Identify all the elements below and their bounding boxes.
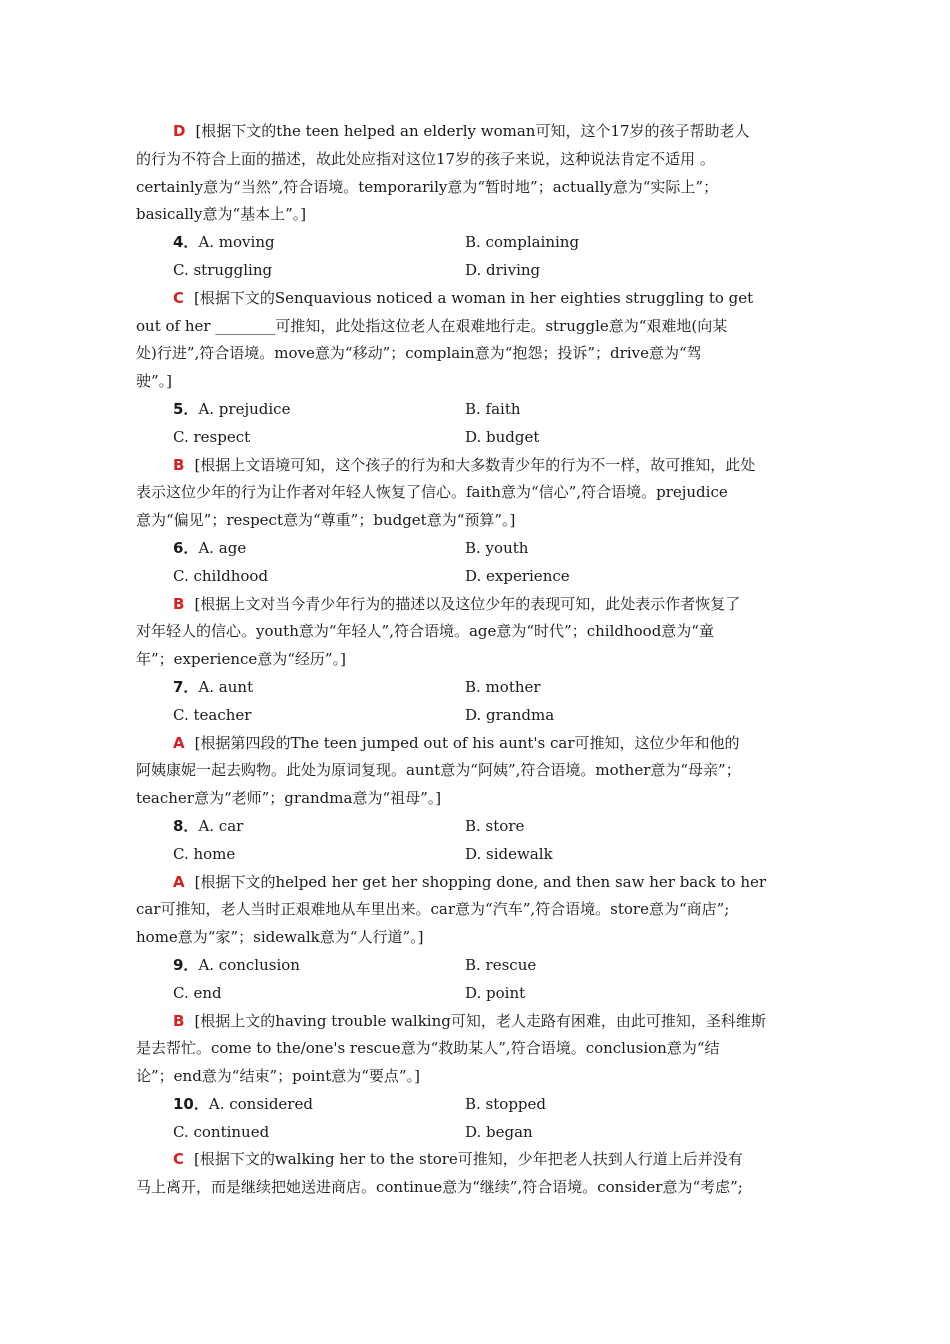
option-row xyxy=(136,813,816,841)
explanation-text: 的行为不符合上面的描述，故此处应指对这位17岁的孩子来说，这种说法肯定不适用 。 xyxy=(136,149,715,168)
option-d: D. point xyxy=(465,983,526,1002)
explanation-line xyxy=(136,1008,816,1036)
question-number: 4． xyxy=(173,233,199,252)
explanation-line xyxy=(136,591,816,619)
option-d: D. budget xyxy=(465,427,540,446)
option-b: B. youth xyxy=(465,538,529,557)
option-b: B. stopped xyxy=(465,1094,546,1113)
explanation-text: [根据上文语境可知，这个孩子的行为和大多数青少年的行为不一样，故可推知，此处 xyxy=(194,455,756,474)
option-b: B. rescue xyxy=(465,955,537,974)
option-c: C. respect xyxy=(173,427,251,446)
explanation-text: certainly意为“当然”,符合语境。temporarily意为“暂时地”；actually意为“实际上”； xyxy=(136,177,719,196)
option-row xyxy=(136,841,816,869)
option-c: C. home xyxy=(173,844,236,863)
answer-letter: A xyxy=(173,872,185,891)
answer-letter: B xyxy=(173,455,185,474)
explanation-line xyxy=(136,146,816,174)
explanation-line xyxy=(136,479,816,507)
option-row xyxy=(136,702,816,730)
option-d: D. sidewalk xyxy=(465,844,553,863)
question-number: 10． xyxy=(173,1094,209,1113)
option-d: D. experience xyxy=(465,566,570,585)
option-a-text: A. moving xyxy=(198,233,275,252)
question-number: 9． xyxy=(173,955,199,974)
explanation-text: 是去帮忙。come to the/one's rescue意为“救助某人”,符合语境。conclusion意为“结 xyxy=(136,1039,720,1058)
explanation-text: 论”；end意为“结束”；point意为“要点”。] xyxy=(136,1067,420,1086)
option-b: B. mother xyxy=(465,677,541,696)
option-row xyxy=(136,257,816,285)
option-a xyxy=(173,229,465,257)
option-c: C. teacher xyxy=(173,705,252,724)
option-a-text: A. age xyxy=(198,538,247,557)
explanation-text: [根据下文的the teen helped an elderly woman可知，这个17岁的孩子帮助老人 xyxy=(195,122,750,140)
explanation-line xyxy=(136,1174,816,1202)
explanation-text: [根据下文的helped her get her shopping done, and then saw her back to her xyxy=(194,872,767,891)
option-d: D. grandma xyxy=(465,705,555,724)
answer-letter: C xyxy=(173,1150,185,1169)
explanation-text: 表示这位少年的行为让作者对年轻人恢复了信心。faith意为“信心”,符合语境。prejudice xyxy=(136,483,728,502)
explanation-text: 年”；experience意为“经历”。] xyxy=(136,650,346,669)
answer-letter: A xyxy=(173,733,185,752)
question-number: 7． xyxy=(173,677,199,696)
explanation-text: teacher意为“老师”；grandma意为“祖母”。] xyxy=(136,789,442,808)
option-a xyxy=(173,813,465,841)
explanation-line xyxy=(136,869,816,897)
explanation-text: 驶”。] xyxy=(136,372,173,391)
explanation-text: [根据下文的Senquavious noticed a woman in her eighties struggling to get xyxy=(194,288,754,307)
answer-letter: D xyxy=(173,122,186,140)
explanation-text: basically意为“基本上”。] xyxy=(136,205,307,224)
explanation-text: [根据下文的walking her to the store可推知，少年把老人扶到人行道上后并没有 xyxy=(194,1150,743,1169)
explanation-text: home意为“家”；sidewalk意为“人行道”。] xyxy=(136,928,424,947)
option-c: C. end xyxy=(173,983,222,1002)
explanation-line xyxy=(136,313,816,341)
explanation-text: [根据上文对当今青少年行为的描述以及这位少年的表现可知，此处表示作者恢复了 xyxy=(194,594,741,613)
option-row xyxy=(136,563,816,591)
option-row xyxy=(136,952,816,980)
explanation-line xyxy=(136,896,816,924)
option-b: B. store xyxy=(465,816,525,835)
option-row xyxy=(136,674,816,702)
option-b: B. complaining xyxy=(465,233,580,252)
option-a-text: A. conclusion xyxy=(198,955,300,974)
answer-letter: B xyxy=(173,594,185,613)
option-row xyxy=(136,396,816,424)
explanation-text: out of her ________可推知，此处指这位老人在艰难地行走。struggle意为“艰难地(向某 xyxy=(136,316,728,335)
option-a xyxy=(173,535,465,563)
explanation-text: [根据上文的having trouble walking可知，老人走路有困难，由此可推知，圣科维斯 xyxy=(194,1011,766,1030)
explanation-line xyxy=(136,118,816,146)
option-row xyxy=(136,535,816,563)
explanation-line xyxy=(136,1035,816,1063)
explanation-line xyxy=(136,757,816,785)
option-row xyxy=(136,1091,816,1119)
explanation-line xyxy=(136,646,816,674)
explanation-text: 意为“偏见”；respect意为“尊重”；budget意为“预算”。] xyxy=(136,511,516,530)
option-a-text: A. aunt xyxy=(198,677,254,696)
explanation-line xyxy=(136,785,816,813)
explanation-line xyxy=(136,368,816,396)
explanation-line xyxy=(136,201,816,229)
option-c: C. continued xyxy=(173,1122,270,1141)
question-number: 5． xyxy=(173,399,199,418)
option-a-text: A. considered xyxy=(208,1094,313,1113)
explanation-line xyxy=(136,340,816,368)
option-c: C. struggling xyxy=(173,260,273,279)
explanation-line xyxy=(136,285,816,313)
explanation-text: 阿姨康妮一起去购物。此处为原词复现。aunt意为“阿姨”,符合语境。mother意为“母亲”； xyxy=(136,761,741,780)
explanation-line xyxy=(136,452,816,480)
question-number: 8． xyxy=(173,816,199,835)
option-row xyxy=(136,1119,816,1147)
option-row xyxy=(136,980,816,1008)
option-a xyxy=(173,1091,465,1119)
option-row xyxy=(136,229,816,257)
question-number: 6． xyxy=(173,538,199,557)
option-row xyxy=(136,424,816,452)
answer-letter: C xyxy=(173,288,185,307)
explanation-line xyxy=(136,174,816,202)
option-d: D. driving xyxy=(465,260,541,279)
document-page xyxy=(136,118,816,1202)
option-a-text: A. car xyxy=(198,816,244,835)
option-a xyxy=(173,674,465,702)
explanation-text: car可推知，老人当时正艰难地从车里出来。car意为“汽车”,符合语境。store意为“商店”; xyxy=(136,900,730,919)
option-a xyxy=(173,396,465,424)
explanation-line xyxy=(136,730,816,758)
explanation-text: 对年轻人的信心。youth意为“年轻人”,符合语境。age意为“时代”；childhood意为“童 xyxy=(136,622,714,641)
explanation-line xyxy=(136,1146,816,1174)
explanation-line xyxy=(136,924,816,952)
explanation-line xyxy=(136,507,816,535)
explanation-line xyxy=(136,1063,816,1091)
explanation-text: [根据第四段的The teen jumped out of his aunt's car可推知，这位少年和他的 xyxy=(194,733,740,752)
option-a xyxy=(173,952,465,980)
option-d: D. began xyxy=(465,1122,533,1141)
answer-letter: B xyxy=(173,1011,185,1030)
explanation-text: 马上离开，而是继续把她送进商店。continue意为“继续”,符合语境。consider意为“考虑”; xyxy=(136,1178,743,1197)
option-b: B. faith xyxy=(465,399,521,418)
option-a-text: A. prejudice xyxy=(198,399,291,418)
explanation-line xyxy=(136,618,816,646)
option-c: C. childhood xyxy=(173,566,269,585)
explanation-text: 处)行进”,符合语境。move意为“移动”；complain意为“抱怨；投诉”；drive意为“驾 xyxy=(136,344,702,363)
